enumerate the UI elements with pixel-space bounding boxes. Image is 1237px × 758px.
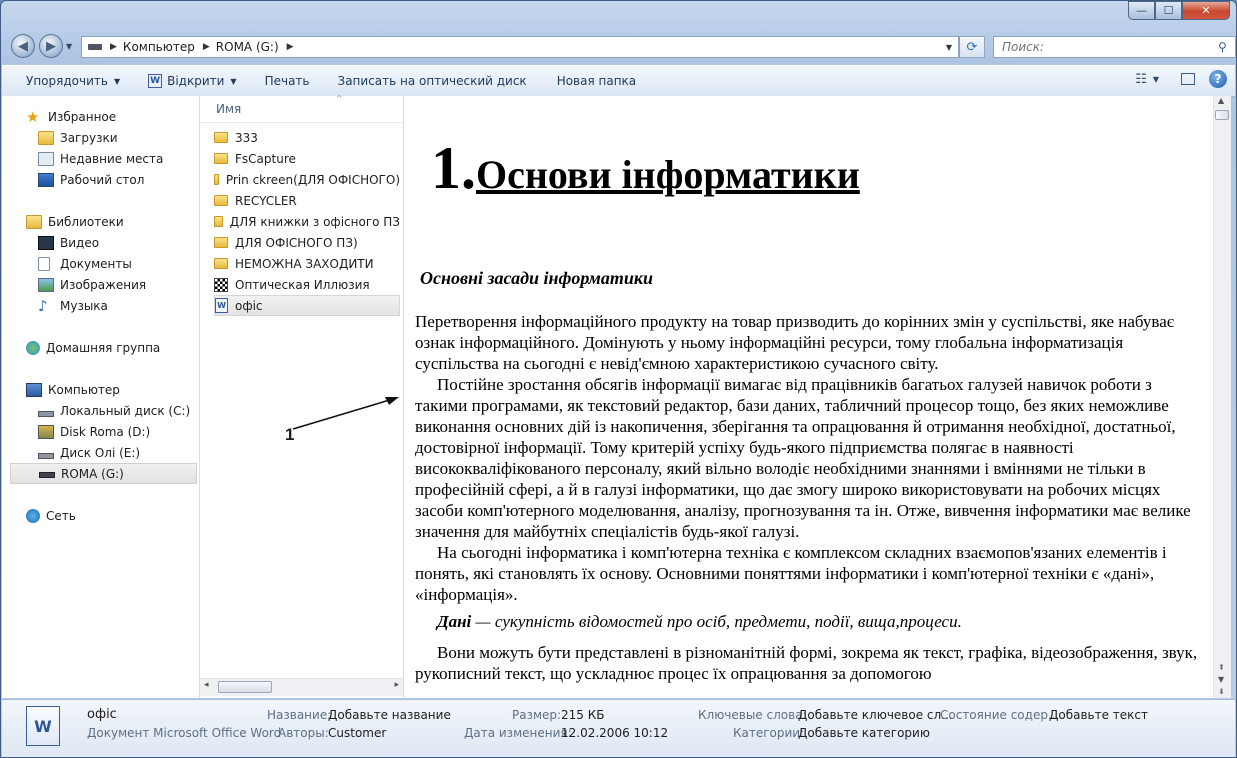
image-file-icon (214, 278, 228, 292)
details-status-label: Состояние содер... (940, 708, 1060, 722)
sidebar-item-drive-g[interactable] (10, 463, 197, 484)
details-status-value[interactable]: Добавьте текст (1049, 708, 1149, 722)
hard-drive-icon (38, 453, 54, 459)
recent-pages-dropdown-icon[interactable]: ▼ (66, 42, 73, 51)
forward-button[interactable]: ▶ (39, 34, 63, 58)
document-heading (431, 134, 860, 203)
document-preview-pane[interactable] (404, 96, 1213, 698)
details-authors-value[interactable]: Customer (328, 726, 387, 740)
new-folder-button[interactable]: Новая папка (556, 74, 637, 88)
sort-ascending-icon: ^ (336, 94, 343, 103)
breadcrumb-separator-icon[interactable]: ▶ (110, 42, 117, 52)
file-name: 333 (235, 130, 258, 145)
music-note-icon: ♪ (38, 296, 48, 315)
homegroup-icon (26, 341, 40, 355)
window-controls (1128, 1, 1230, 20)
sidebar-item-label: Недавние места (60, 151, 164, 166)
open-button[interactable] (148, 74, 236, 88)
close-button[interactable]: ✕ (1182, 1, 1230, 20)
back-button[interactable]: ◀ (11, 34, 35, 58)
folder-icon (214, 216, 223, 227)
open-label: Відкрити (167, 74, 225, 88)
scroll-down-icon[interactable]: ▼ (1218, 675, 1225, 684)
file-row[interactable] (214, 169, 400, 190)
sidebar-network-label: Сеть (46, 508, 76, 523)
document-subheading: Основні засади інформатики (420, 268, 653, 288)
folder-icon (214, 237, 228, 248)
sidebar-computer[interactable] (26, 379, 221, 400)
file-name: Оптическая Иллюзия (235, 277, 370, 292)
file-name: ДЛЯ книжки з офісного ПЗ (229, 214, 400, 229)
details-pane (2, 699, 1235, 758)
sidebar-item-label: Музыка (60, 298, 108, 313)
preview-pane-icon[interactable] (1181, 73, 1195, 85)
network-icon (26, 509, 40, 523)
view-dropdown-icon[interactable]: ▼ (1152, 74, 1159, 84)
details-categories-label: Категории: (733, 726, 805, 740)
libraries-icon (26, 215, 42, 229)
details-size-value: 215 КБ (561, 708, 605, 722)
help-icon[interactable]: ? (1209, 70, 1227, 88)
sidebar-computer-label: Компьютер (48, 382, 120, 397)
desktop-icon (38, 173, 54, 187)
sidebar-item-label: Локальный диск (C:) (60, 403, 191, 418)
chevron-down-icon: ▼ (230, 76, 237, 86)
horizontal-scroll-thumb[interactable] (218, 681, 272, 693)
sidebar-item-label: Документы (60, 256, 132, 271)
details-title-value[interactable]: Добавьте название (328, 708, 451, 722)
file-row[interactable] (214, 253, 400, 274)
folder-icon (214, 153, 228, 164)
address-dropdown-icon[interactable]: ▼ (945, 42, 952, 52)
maximize-button[interactable]: ☐ (1155, 1, 1182, 20)
organize-button[interactable] (26, 74, 120, 88)
definition-term: Дані (437, 612, 472, 631)
definition-paragraph (415, 611, 1205, 632)
sidebar-item-label: ROMA (G:) (61, 466, 124, 481)
paragraph: На сьогодні інформатика і комп'ютерна техніка є комплексом складних взаємопов'язаних елементів і понять, які становлять їх основу. Основними поняттями інформатики і комп'ютерної техніки є «дані», «інформація». (415, 543, 1167, 604)
sidebar-homegroup-label: Домашняя группа (46, 340, 161, 355)
file-row[interactable] (214, 232, 400, 253)
column-header-name[interactable] (200, 96, 403, 123)
sidebar-libraries-label: Библиотеки (48, 214, 124, 229)
print-button[interactable]: Печать (264, 74, 310, 88)
computer-icon (26, 383, 42, 397)
file-name: RECYCLER (235, 193, 297, 208)
heading-text: Основи інформатики (476, 152, 860, 197)
minimize-button[interactable]: — (1128, 1, 1155, 20)
breadcrumb-separator-icon[interactable]: ▶ (286, 42, 294, 52)
sidebar-favorites[interactable] (26, 106, 221, 127)
folder-icon (214, 195, 228, 206)
sidebar-libraries[interactable] (26, 211, 221, 232)
paragraph: Постійне зростання обсягів інформації вимагає від працівників багатьох галузей навичок роботи з такими програмами, як текстовий редактор, бази даних, табличний процесор тощо, без яких неможливе виконання основних дій із накопичення, зберігання та опрацювання й отримання необхідної, достатньої, достовірної інформації. Тому критерій успіху будь-якого підприємства полягає в наявності висококваліфікованого персоналу, який вільно володіє необхідними знаннями і вміннями не тільки в професійній сфері, а й в галузі інформатики, що дає змогу широко використовувати на робочих місцях засоби комп'ютерного моделювання, аналізу, прогнозування та ін. Отже, вивчення інформатики має велике значення для майбутніх спеціалістів будь-якої галузі. (415, 375, 1191, 541)
file-name: ДЛЯ ОФІСНОГО ПЗ) (235, 235, 358, 250)
details-keywords-label: Ключевые слова: (698, 708, 807, 722)
folder-icon (214, 132, 228, 143)
sidebar-item-label: Видео (60, 235, 100, 250)
navigation-bar (9, 31, 1228, 61)
annotation-label: 1 (285, 425, 295, 444)
details-modified-label: Дата изменения: (464, 726, 572, 740)
vertical-scroll-thumb[interactable] (1215, 110, 1229, 120)
annotation-arrow (281, 386, 411, 446)
video-icon (38, 236, 54, 250)
chevron-down-icon: ▼ (113, 76, 121, 86)
file-row[interactable] (214, 211, 400, 232)
document-body (415, 311, 1205, 684)
details-file-name: офіс (87, 707, 117, 722)
page-up-icon[interactable]: ⇞ (1218, 663, 1225, 672)
drive-icon (88, 44, 102, 50)
sidebar-homegroup[interactable] (26, 337, 221, 358)
breadcrumb-computer[interactable]: Компьютер (122, 40, 195, 54)
details-title-label: Название: (267, 708, 332, 722)
folder-icon (214, 174, 219, 185)
navigation-pane (2, 96, 200, 698)
search-input[interactable] (1000, 39, 1214, 55)
column-name-label: Имя (216, 102, 242, 116)
address-bar[interactable] (81, 36, 959, 58)
recent-places-icon (38, 152, 54, 166)
details-modified-value[interactable]: 12.02.2006 10:12 (561, 726, 669, 740)
burn-disc-button[interactable]: Записать на оптический диск (337, 74, 527, 88)
breadcrumb-separator-icon[interactable]: ▶ (202, 42, 210, 52)
pictures-icon (38, 278, 54, 292)
sidebar-favorites-label: Избранное (48, 109, 117, 124)
sidebar-item-label: Загрузки (60, 130, 118, 145)
details-authors-label: Авторы: (278, 726, 329, 740)
sidebar-item-label: Диск Олі (E:) (60, 445, 141, 460)
file-row[interactable] (214, 148, 400, 169)
file-row[interactable] (214, 190, 400, 211)
sidebar-item-label: Disk Roma (D:) (60, 424, 151, 439)
file-name: Prin ckreen(ДЛЯ ОФІСНОГО) (225, 172, 400, 187)
file-row-selected[interactable] (214, 295, 400, 316)
page-down-icon[interactable]: ⇟ (1218, 687, 1225, 696)
view-controls (1135, 70, 1227, 88)
word-icon: W (148, 74, 162, 88)
star-icon: ★ (26, 107, 40, 126)
view-mode-icon[interactable]: ☷ (1135, 71, 1147, 87)
scroll-up-icon[interactable]: ▲ (1218, 96, 1225, 105)
sidebar-item-label: Рабочий стол (60, 172, 145, 187)
details-file-type: Документ Microsoft Office Word (87, 726, 282, 740)
removable-drive-icon (39, 472, 55, 478)
folder-icon (214, 258, 228, 269)
word-document-icon: W (215, 298, 228, 313)
scroll-right-icon[interactable]: ▸ (394, 680, 399, 690)
file-name: офіс (235, 298, 263, 313)
command-bar (2, 65, 1235, 97)
paragraph: Перетворення інформаційного продукту на товар призводить до корінних змін у суспільстві, яке набуває ознак інформаційного. Домінують у ньому інформаційні ресурси, тому глобальна інформатизація суспільства на сьогодні є невід'ємною характеристикою сучасного світу. (415, 312, 1175, 373)
file-row[interactable] (214, 127, 400, 148)
definition-text: — сукупність відомостей про осіб, предмети, події, вища,процеси. (471, 612, 962, 631)
search-box[interactable] (993, 36, 1236, 58)
file-name: FsCapture (235, 151, 296, 166)
details-keywords-value[interactable]: Добавьте ключевое сл... (798, 708, 953, 722)
vertical-scrollbar[interactable] (1213, 96, 1231, 698)
word-document-large-icon: W (26, 706, 60, 746)
scroll-left-icon[interactable]: ◂ (204, 680, 209, 690)
details-categories-value[interactable]: Добавьте категорию (798, 726, 930, 740)
heading-number: 1. (431, 135, 476, 201)
refresh-button[interactable]: ⟳ (959, 36, 985, 58)
sidebar-network[interactable] (26, 505, 221, 526)
paragraph: Вони можуть бути представлені в різноманітній формі, зокрема як текст, графіка, відеозображення, звук, рукописний текст, що ускладнює процес їх опрацювання за допомогою (415, 643, 1198, 683)
file-row[interactable] (214, 274, 400, 295)
sidebar-item-label: Изображения (60, 277, 147, 292)
drive-d-icon (38, 425, 54, 439)
details-size-label: Размер: (512, 708, 562, 722)
downloads-folder-icon (38, 131, 54, 145)
hard-drive-icon (38, 411, 54, 417)
breadcrumb-drive[interactable]: ROMA (G:) (215, 40, 279, 54)
horizontal-scrollbar[interactable] (200, 678, 403, 696)
documents-icon (38, 257, 50, 271)
file-name: НЕМОЖНА ЗАХОДИТИ (235, 256, 374, 271)
organize-label: Упорядочить (26, 74, 108, 88)
search-icon[interactable]: ⚲ (1218, 40, 1227, 54)
